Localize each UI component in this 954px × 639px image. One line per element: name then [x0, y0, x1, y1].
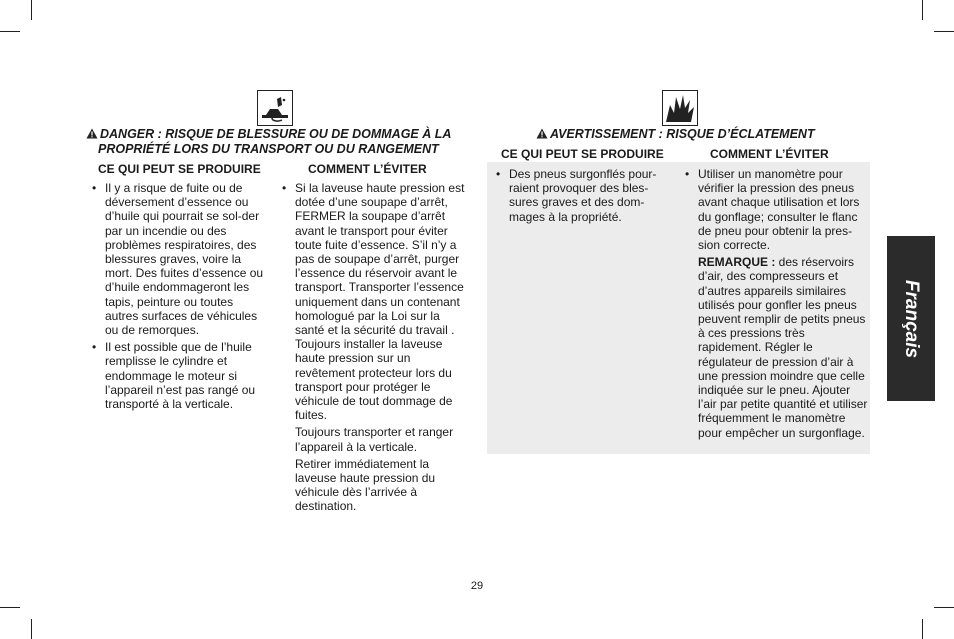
warning-heading-text: AVERTISSEMENT : RISQUE D’ÉCLATEMENT: [550, 127, 815, 141]
explosion-hazard-icon: [662, 90, 698, 126]
tipping-hazard-icon: [257, 90, 293, 126]
right-col2-wrap: [685, 167, 869, 443]
left-col1-list: [92, 181, 268, 411]
crop-mark: [922, 619, 923, 639]
danger-heading-line2: PROPRIÉTÉ LORS DU TRANSPORT OU DU RANGEMENT: [98, 142, 439, 156]
warning-triangle-icon: [536, 128, 548, 139]
danger-heading: [86, 127, 476, 157]
left-col1-list-wrap: [92, 181, 268, 414]
paragraph: Retirer immédiatement la laveuse haute pression du véhicule dès l’arrivée à destination.: [295, 456, 436, 514]
remark-label: REMARQUE :: [698, 255, 776, 270]
paragraph: Toujours transporter et ranger l’appareil à la verticale.: [295, 425, 454, 454]
crop-mark: [934, 607, 954, 608]
crop-mark: [922, 0, 923, 20]
list-item: • Des pneus surgonflés pour-raient provoquer des bles-sures graves et des dom-mages à la propriété.: [496, 167, 664, 224]
left-col2-wrap: [282, 181, 466, 517]
crop-mark: [31, 619, 32, 639]
left-col2-header: COMMENT L’ÉVITER: [308, 162, 427, 176]
list-item: • Il y a risque de fuite ou de déversement d’essence ou d’huile qui pourrait se sol-der par un incendie ou des problèmes respiratoires, des blessures graves, voire la mort. Des fuites d’essence ou d’huile endommageront les tapis, peinture ou toutes autres surfaces de véhicules ou de remorques.: [92, 181, 268, 337]
remark-text: des réservoirs d’air, des compresseurs et d’autres appareils similaires utilisés pour gonfler les pneus peuvent remplir de petits pneus à ces pressions très rapidement. Régler le régulateur de pression d’air à une pression moindre que celle indiquée sur le pneu. Ajouter l’air par petite quantité et utiliser fréquemment le manomètre pour empêcher un surgonflage.: [698, 255, 868, 440]
language-tab-label: Français: [901, 279, 922, 358]
right-col1-list: [496, 167, 664, 224]
language-tab: [887, 236, 935, 401]
crop-mark: [0, 31, 20, 32]
list-item: • Si la laveuse haute pression est dotée d’une soupape d’arrêt, FERMER la soupape d’arrêt avant le transport pour éviter toute fuite d’essence. S’il n’y a pas de soupape d’arrêt, purger l’essence du réservoir avant le transport. Transporter l’essence uniquement dans un contenant homologué par la Loi sur la santé et la sécurité du travail . Toujours installer la laveuse haute pression sur un revêtement protecteur lors du transport pour protéger le véhicule de tout dommage de fuites.: [282, 181, 466, 422]
warning-triangle-icon: [86, 128, 98, 139]
danger-heading-line1: DANGER : RISQUE DE BLESSURE OU DE DOMMAGE À LA: [100, 127, 452, 141]
warning-heading: [536, 127, 815, 142]
left-col1-header: CE QUI PEUT SE PRODUIRE: [98, 162, 261, 176]
crop-mark: [934, 31, 954, 32]
right-col2-list: [685, 167, 869, 252]
crop-mark: [0, 607, 20, 608]
left-col2-list: [282, 181, 466, 422]
right-col2-header: COMMENT L’ÉVITER: [710, 147, 829, 161]
remark-paragraph: [685, 255, 869, 440]
list-item: • Utiliser un manomètre pour vérifier la pression des pneus avant chaque utilisation et lors du gonflage; consulter le flanc de pneu pour obtenir la pres-sion correcte.: [685, 167, 869, 252]
right-col1-wrap: [496, 167, 664, 227]
page-number: 29: [470, 580, 484, 592]
crop-mark: [31, 0, 32, 20]
list-item: • Il est possible que de l’huile remplisse le cylindre et endommage le moteur si l’appareil n’est pas rangé ou transporté à la verticale.: [92, 340, 268, 411]
right-col1-header: CE QUI PEUT SE PRODUIRE: [501, 147, 664, 161]
